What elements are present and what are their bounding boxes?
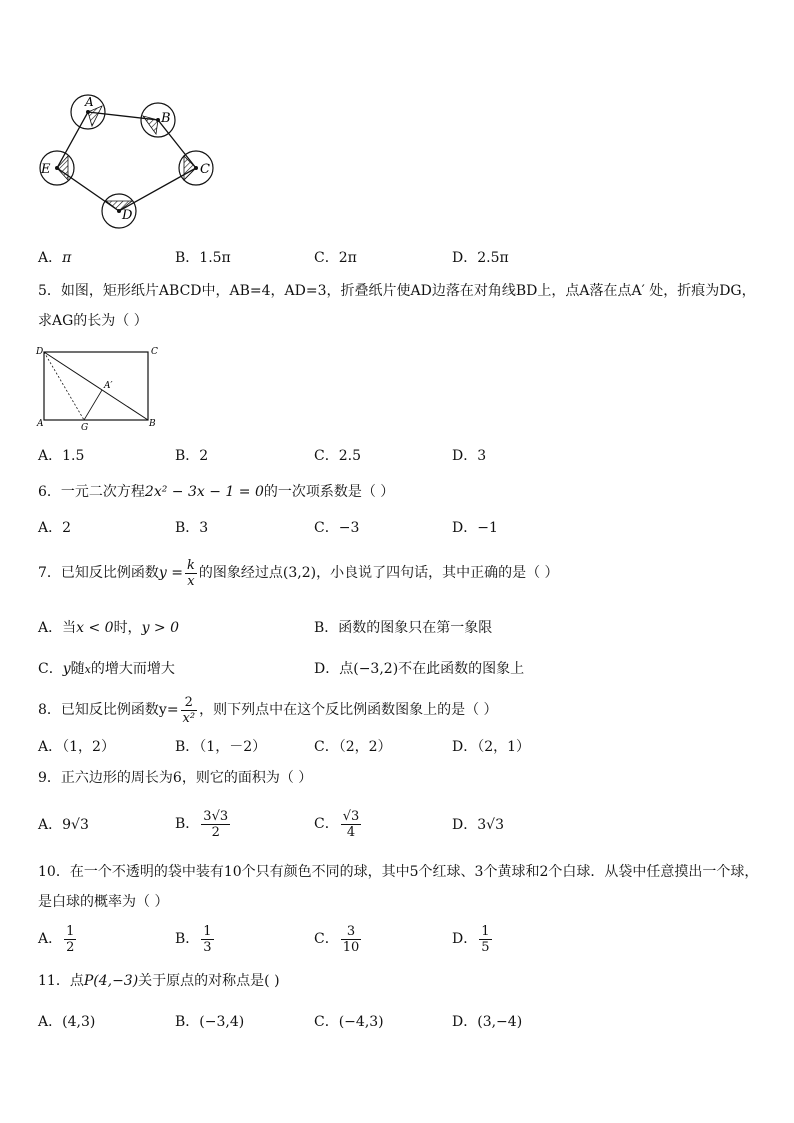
q9-option-d[interactable]: D．3√3 — [452, 817, 504, 833]
label-b: B — [149, 419, 156, 429]
q10-text-line1: 10．在一个不透明的袋中装有10个只有颜色不同的球，其中5个红球、3个黄球和2个白球．从袋中任意摸出一个球， — [38, 864, 759, 880]
q6-option-a[interactable]: A．2 — [38, 520, 72, 536]
q5-option-d[interactable]: D．3 — [452, 448, 487, 464]
q7-option-a[interactable]: A．当x < 0时，y > 0 — [38, 620, 180, 636]
q6-equation: 2x² − 3x − 1 = 0 — [144, 484, 264, 500]
q11-option-c[interactable]: C．(−4,3) — [314, 1014, 384, 1030]
q4-option-b[interactable]: B．1.5π — [175, 250, 231, 266]
q10-option-c[interactable]: C． $\frac{3}{10}$ — [314, 923, 360, 955]
q7-fraction: $\frac{k}{x}$ — [187, 557, 195, 589]
q4-option-c[interactable]: C．2π — [314, 250, 357, 266]
q11-option-b[interactable]: B．(−3,4) — [175, 1014, 245, 1030]
label-e: E — [41, 162, 51, 177]
q11-text: 11．点P(4,−3)关于原点的对称点是( ) — [38, 973, 280, 989]
label-c: C — [200, 162, 210, 177]
q8-text: 8．已知反比例函数y= $\frac{2}{\text{x²}}$ ，则下列点中在这个反比例函数图象上的是（ ） — [38, 694, 498, 726]
q5-option-c[interactable]: C．2.5 — [314, 448, 361, 464]
q8-option-c[interactable]: C．（2，2） — [314, 739, 392, 755]
label-a-prime: A′ — [104, 381, 113, 391]
diagonal-bd — [44, 352, 148, 420]
fold-dg — [44, 352, 84, 420]
label-d: D — [122, 208, 133, 223]
q5-text-line2: 求AG的长为（ ） — [38, 313, 148, 329]
q5-option-a[interactable]: A．1.5 — [38, 448, 85, 464]
q9-text: 9．正六边形的周长为6，则它的面积为（ ） — [38, 770, 313, 786]
label-a: A — [85, 95, 94, 109]
q6-option-b[interactable]: B．3 — [175, 520, 209, 536]
label-c: C — [151, 347, 158, 357]
q6-option-c[interactable]: C．−3 — [314, 520, 360, 536]
q9-option-b[interactable]: B． $\frac{3√3}{2}$ — [175, 808, 229, 840]
segment-ga — [84, 390, 102, 420]
q7-option-d[interactable]: D．点(−3,2)不在此函数的图象上 — [314, 661, 525, 677]
q10-option-a[interactable]: A． $\frac{1}{2}$ — [38, 923, 75, 955]
label-d: D — [36, 347, 44, 357]
q6-option-d[interactable]: D．−1 — [452, 520, 498, 536]
q11-point: P(4,−3) — [83, 973, 139, 989]
label-a: A — [37, 419, 44, 429]
label-g: G — [81, 423, 89, 432]
q7-text: 7．已知反比例函数y = $\frac{k}{x}$ 的图象经过点(3,2)，小良说了四句话，其中正确的是（ ） — [38, 557, 559, 589]
q10-option-b[interactable]: B． $\frac{1}{3}$ — [175, 923, 212, 955]
q4-pentagon-figure — [30, 90, 230, 230]
q8-option-a[interactable]: A．（1，2） — [38, 739, 115, 755]
q9-option-c[interactable]: C． $\frac{√3}{4}$ — [314, 808, 360, 840]
q8-fraction: $\frac{2}{\text{x²}}$ — [182, 694, 196, 726]
q11-option-a[interactable]: A．(4,3) — [38, 1014, 96, 1030]
q5-option-b[interactable]: B．2 — [175, 448, 209, 464]
q6-text: 6．一元二次方程2x² − 3x − 1 = 0的一次项系数是（ ） — [38, 484, 395, 500]
q7-option-c[interactable]: C．y随x的增大而增大 — [38, 661, 175, 677]
q10-text-line2: 是白球的概率为（ ） — [38, 894, 169, 910]
q7-option-b[interactable]: B．函数的图象只在第一象限 — [314, 620, 493, 636]
q9-option-a[interactable]: A．9√3 — [38, 817, 89, 833]
label-b: B — [161, 111, 171, 126]
sector-a — [88, 106, 102, 126]
q4-option-d[interactable]: D．2.5π — [452, 250, 509, 266]
q5-rectangle-figure — [34, 342, 164, 432]
q8-option-b[interactable]: B．（1，－2） — [175, 739, 267, 755]
q8-option-d[interactable]: D．（2，1） — [452, 739, 531, 755]
q4-option-a[interactable]: A．π — [38, 250, 72, 266]
q10-option-d[interactable]: D． $\frac{1}{5}$ — [452, 923, 490, 955]
q5-text-line1: 5．如图，矩形纸片ABCD中，AB=4，AD=3，折叠纸片使AD边落在对角线BD上，点A落在点A′ 处，折痕为DG， — [38, 283, 756, 299]
q11-option-d[interactable]: D．(3,−4) — [452, 1014, 523, 1030]
